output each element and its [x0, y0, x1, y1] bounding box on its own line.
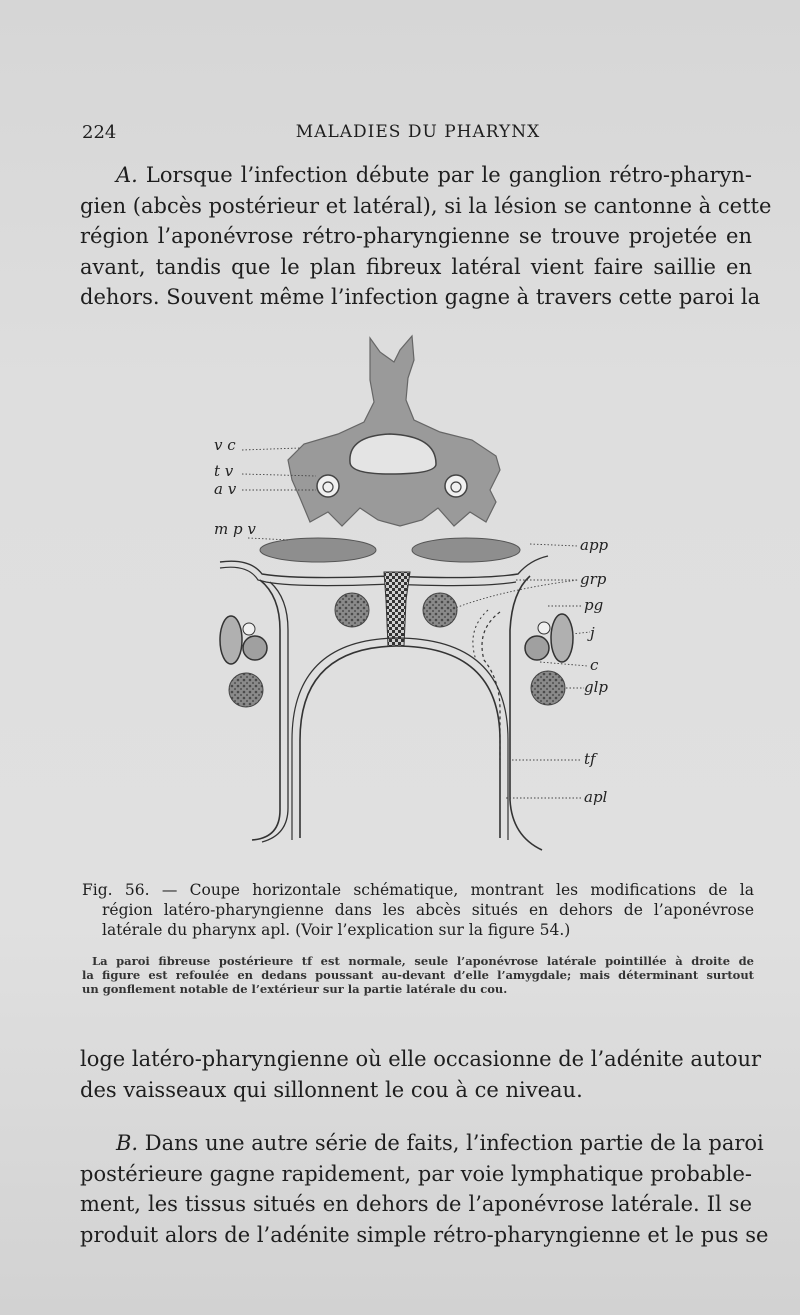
pharyngeal-cavity: [300, 646, 500, 838]
label-apl: apl: [584, 788, 608, 806]
running-title: MALADIES DU PHARYNX: [295, 122, 541, 142]
paragraph-b: [80, 1128, 769, 1250]
paragraph-line: ment, les tissus situés en dehors de l’aponévrose latérale. Il se: [80, 1192, 752, 1216]
paragraph-line: produit alors de l’adénite simple rétro-pharyngienne et le pus se: [80, 1222, 769, 1247]
label-mpv: m p v: [214, 520, 256, 538]
note-line: La paroi fibreuse postérieure tf est normale, seule l’aponévrose latérale pointillée à droite de: [92, 954, 754, 968]
label-c: c: [590, 656, 599, 674]
jugular-vein-left: [220, 616, 242, 664]
paragraph-line: gien (abcès postérieur et latéral), si la lésion se cantonne à cette: [80, 193, 772, 218]
label-pg: pg: [584, 596, 604, 614]
label-j: j: [590, 624, 595, 642]
paragraph-line: postérieure gagne rapidement, par voie lymphatique probable-: [80, 1161, 752, 1186]
retropharyngeal-ganglion-right: [423, 593, 457, 627]
paragraph-line: dehors. Souvent même l’infection gagne à travers cette paroi la: [80, 285, 761, 309]
paragraph-line: des vaisseaux qui sillonnent le cou à ce niveau.: [80, 1077, 583, 1102]
foramen-right: [445, 475, 467, 497]
lateral-ganglion-right: [531, 671, 565, 705]
prevertebral-muscle-right: [412, 538, 520, 562]
figure-caption: [82, 880, 754, 940]
running-header: [82, 122, 754, 152]
paragraph-line: A. Lorsque l’infection débute par le ganglion rétro-pharyn-: [116, 163, 752, 187]
label-app: app: [580, 536, 609, 554]
label-av: a v: [214, 480, 237, 498]
label-tv: t v: [214, 462, 234, 480]
section-letter: A.: [116, 163, 138, 187]
note-line: la figure est refoulée en dedans poussant au-devant d’elle l’amygdale; mais déterminant surtout: [82, 968, 754, 982]
paragraph-line: région l’aponévrose rétro-pharyngienne se trouve projetée en: [80, 224, 752, 248]
lateral-ganglion-left: [229, 673, 263, 707]
paragraph-line: B. Dans une autre série de faits, l’infection partie de la paroi: [116, 1131, 764, 1155]
vertebra: [288, 336, 500, 526]
anatomical-figure: [200, 330, 620, 870]
foramen-left: [317, 475, 339, 497]
label-tf: tf: [584, 750, 596, 768]
page-number: 224: [82, 122, 117, 143]
label-glp: glp: [584, 678, 609, 696]
carotid-right: [525, 636, 549, 660]
pharyngeal-raphe: [384, 572, 410, 646]
paragraph-line: avant, tandis que le plan fibreux latéral vient faire saillie en: [80, 254, 752, 279]
caption-line: région latéro-pharyngienne dans les abcès situés en dehors de l’aponévrose: [102, 901, 754, 919]
figure-note: [82, 954, 754, 996]
pharyngeal-wall-left: [252, 580, 280, 840]
paragraph-a-continued: [80, 1044, 762, 1105]
carotid-left: [243, 636, 267, 660]
label-grp: grp: [580, 570, 607, 588]
jugular-vein-right: [551, 614, 573, 662]
caption-line: Fig. 56. — Coupe horizontale schématique, montrant les modifications de la: [82, 881, 754, 899]
label-vc: v c: [214, 436, 236, 454]
pharyngeal-wall-right: [510, 576, 542, 850]
paragraph-line: loge latéro-pharyngienne où elle occasionne de l’adénite autour: [80, 1047, 762, 1071]
retropharyngeal-ganglion-left: [335, 593, 369, 627]
note-line: un gonflement notable de l’extérieur sur la partie latérale du cou.: [82, 982, 508, 996]
paragraph-a: [80, 160, 772, 313]
prevertebral-muscle-left: [260, 538, 376, 562]
caption-line: latérale du pharynx apl. (Voir l’explication sur la figure 54.): [102, 921, 571, 939]
section-letter: B.: [116, 1131, 139, 1155]
